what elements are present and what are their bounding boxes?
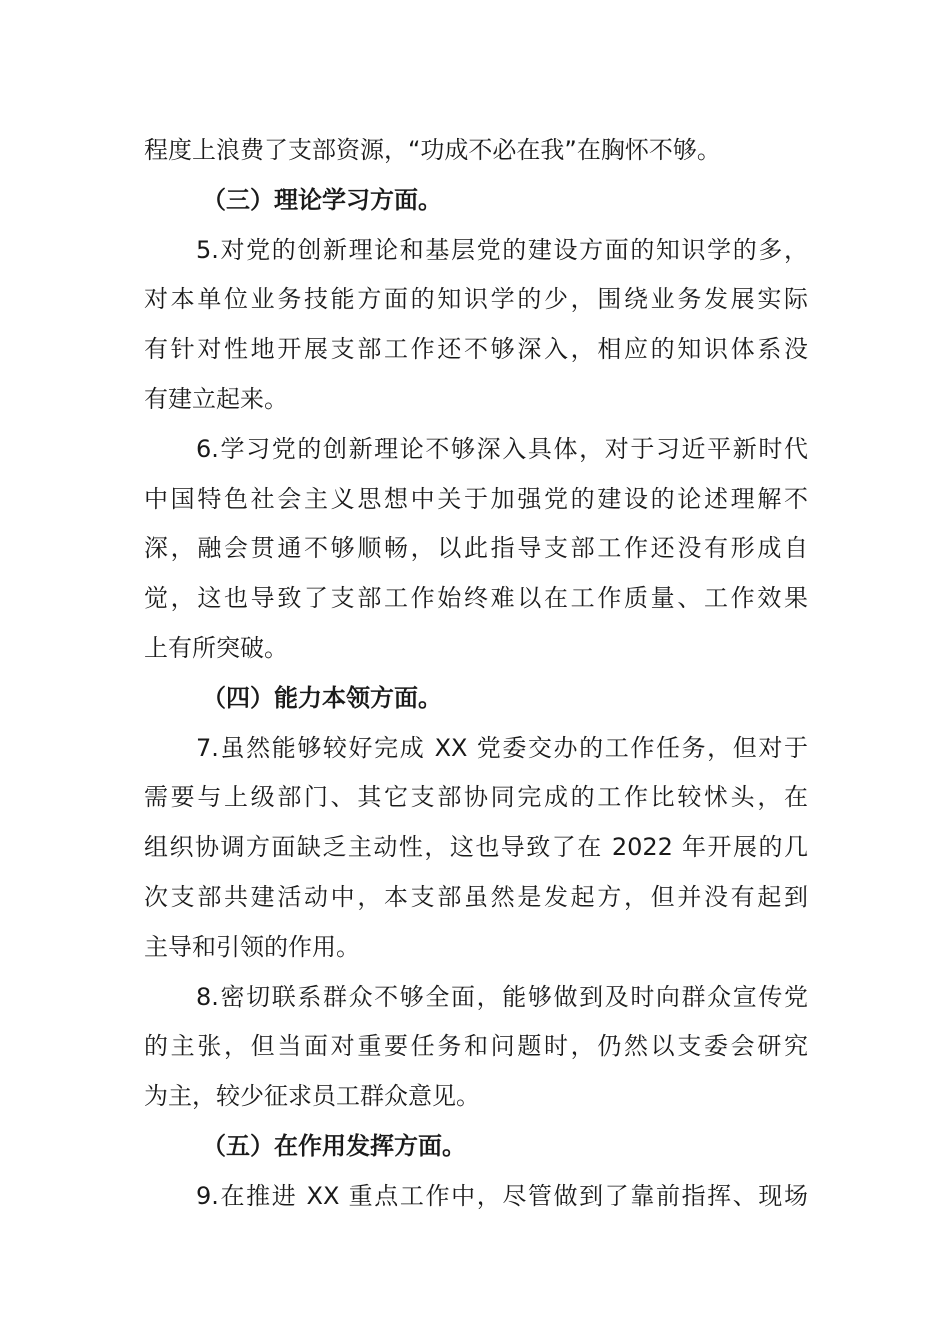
paragraph-line: 上有所突破。	[144, 633, 288, 662]
paragraph-line: 觉，这也导致了支部工作始终难以在工作质量、工作效果	[144, 584, 808, 613]
paragraph-line: 主导和引领的作用。	[144, 932, 360, 961]
paragraph-line: 6.学习党的创新理论不够深入具体，对于习近平新时代	[196, 434, 808, 463]
paragraph-line: 组织协调方面缺乏主动性，这也导致了在 2022 年开展的几	[144, 833, 808, 862]
section-heading-ability: （四）能力本领方面。	[202, 683, 442, 712]
document-body	[144, 126, 808, 1222]
paragraph-line: 深，融会贯通不够顺畅，以此指导支部工作还没有形成自	[144, 534, 808, 563]
paragraph-line: 5.对党的创新理论和基层党的建设方面的知识学的多，	[196, 235, 808, 264]
paragraph-line: 需要与上级部门、其它支部协同完成的工作比较怵头，在	[144, 783, 808, 812]
paragraph-line: 对本单位业务技能方面的知识学的少，围绕业务发展实际	[144, 285, 808, 314]
section-heading-role: （五）在作用发挥方面。	[202, 1131, 466, 1160]
section-heading-theory-study: （三）理论学习方面。	[202, 185, 442, 214]
paragraph-line: 7.虽然能够较好完成 XX 党委交办的工作任务，但对于	[196, 733, 808, 762]
paragraph-line: 的主张，但当面对重要任务和问题时，仍然以支委会研究	[144, 1032, 808, 1061]
paragraph-line: 有针对性地开展支部工作还不够深入，相应的知识体系没	[144, 335, 808, 364]
paragraph-line: 中国特色社会主义思想中关于加强党的建设的论述理解不	[144, 484, 808, 513]
paragraph-line: 程度上浪费了支部资源，“功成不必在我”在胸怀不够。	[144, 136, 721, 164]
paragraph-line: 为主，较少征求员工群众意见。	[144, 1082, 480, 1111]
paragraph-line: 有建立起来。	[144, 384, 288, 413]
paragraph-line: 8.密切联系群众不够全面，能够做到及时向群众宣传党	[196, 982, 808, 1011]
paragraph-line: 次支部共建活动中，本支部虽然是发起方，但并没有起到	[144, 882, 808, 911]
paragraph-line: 9.在推进 XX 重点工作中，尽管做到了靠前指挥、现场	[196, 1181, 808, 1210]
